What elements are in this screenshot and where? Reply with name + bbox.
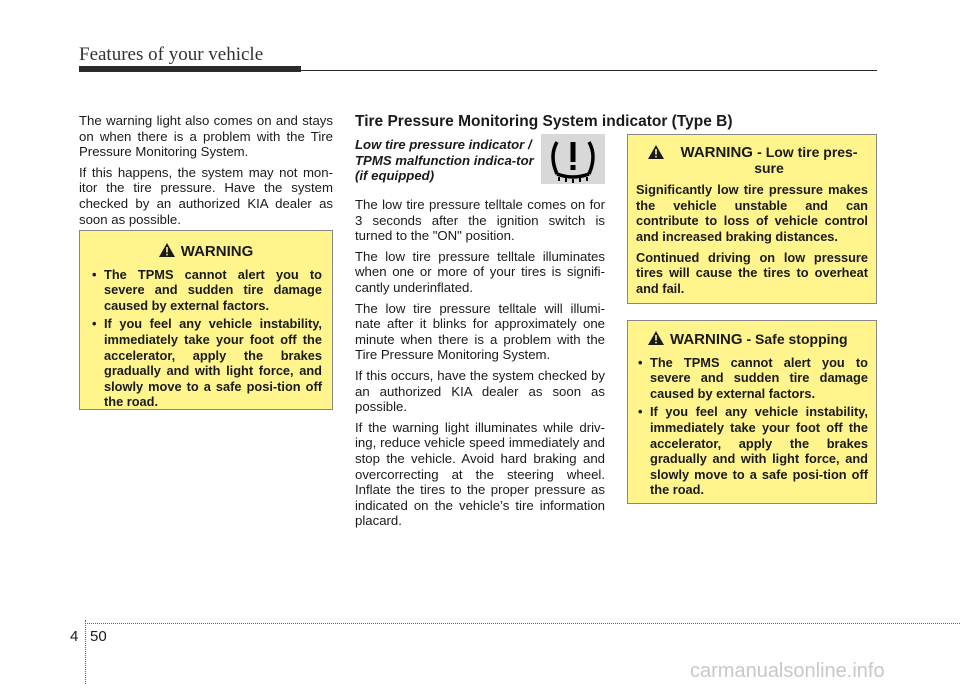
warning-paragraph: Continued driving on low pressure tires will cause the tires to overheat and fail.: [636, 249, 868, 296]
low-tire-pressure-icon: [541, 134, 605, 184]
warning-item: • If you feel any vehicle instability, immediately take your foot off the accelerator, apply the brakes gradually and with light force, and slowly move to a safe posi-tion off the road.: [636, 404, 868, 498]
page-header-title: Features of your vehicle: [79, 44, 264, 65]
warning-box-tpms: [79, 230, 333, 410]
warning-heading: [636, 331, 868, 349]
warning-heading: [90, 243, 322, 261]
warning-title: WARNING: [180, 243, 254, 260]
warning-subtitle: - Low tire pres-sure: [754, 144, 858, 176]
paragraph: If this happens, the system may not mon-itor the tire pressure. Have the system checked by an authorized KIA dealer as soon as possible.: [79, 164, 333, 227]
warning-heading: [636, 145, 868, 176]
warning-item: • If you feel any vehicle instability, immediately take your foot off the accelerator, apply the brakes gradually and with light force, and slowly move to a safe posi-tion off the road.: [90, 316, 322, 410]
warning-title: WARNING: [680, 144, 753, 161]
header-bar: [79, 66, 301, 72]
warning-item: • The TPMS cannot alert you to severe and sudden tire damage caused by external factors.: [636, 355, 868, 402]
footer-divider-vertical: [85, 620, 86, 684]
warning-title: WARNING: [670, 331, 743, 348]
page-number: 50: [90, 628, 107, 645]
warning-box-safe-stopping: [627, 320, 877, 504]
left-column: [79, 113, 333, 232]
indicator-title: Low tire pressure indicator / TPMS malfunction indica-tor (if equipped): [355, 137, 534, 184]
warning-box-low-tire-pressure: [627, 134, 877, 304]
warning-item: • The TPMS cannot alert you to severe and sudden tire damage caused by external factors.: [90, 267, 322, 314]
footer-divider-horizontal: [85, 623, 960, 624]
paragraph: If this occurs, have the system checked by an authorized KIA dealer as soon as possible.: [355, 367, 605, 415]
paragraph: The low tire pressure telltale will illumi-nate after it blinks for approximately one minute when there is a problem with the Tire Pressure Monitoring System.: [355, 300, 605, 363]
header-rule: [301, 70, 877, 71]
paragraph: The low tire pressure telltale comes on for 3 seconds after the ignition switch is turned to the "ON" position.: [355, 197, 605, 244]
watermark: carmanualsonline.info: [690, 660, 885, 682]
chapter-number: 4: [70, 628, 79, 645]
paragraph: The low tire pressure telltale illuminates when one or more of your tires is signifi-cantly underinflated.: [355, 248, 605, 295]
section-title: Tire Pressure Monitoring System indicator (Type B): [355, 113, 733, 130]
warning-paragraph: Significantly low tire pressure makes the vehicle unstable and can contribute to loss of vehicle control and increased braking distances.: [636, 182, 868, 244]
paragraph: If the warning light illuminates while driv-ing, reduce vehicle speed immediately and stop the vehicle. Avoid hard braking and overcorrecting at the steering wheel. Inflate the tires to the proper pressure as indicated on the vehicle’s tire information placard.: [355, 419, 605, 529]
paragraph: The warning light also comes on and stays on when there is a problem with the Tire Pressure Monitoring System.: [79, 113, 333, 160]
warning-triangle-icon: [648, 331, 664, 349]
warning-triangle-icon: [159, 243, 175, 261]
warning-triangle-icon: [648, 145, 664, 163]
warning-subtitle: - Safe stopping: [746, 331, 848, 347]
